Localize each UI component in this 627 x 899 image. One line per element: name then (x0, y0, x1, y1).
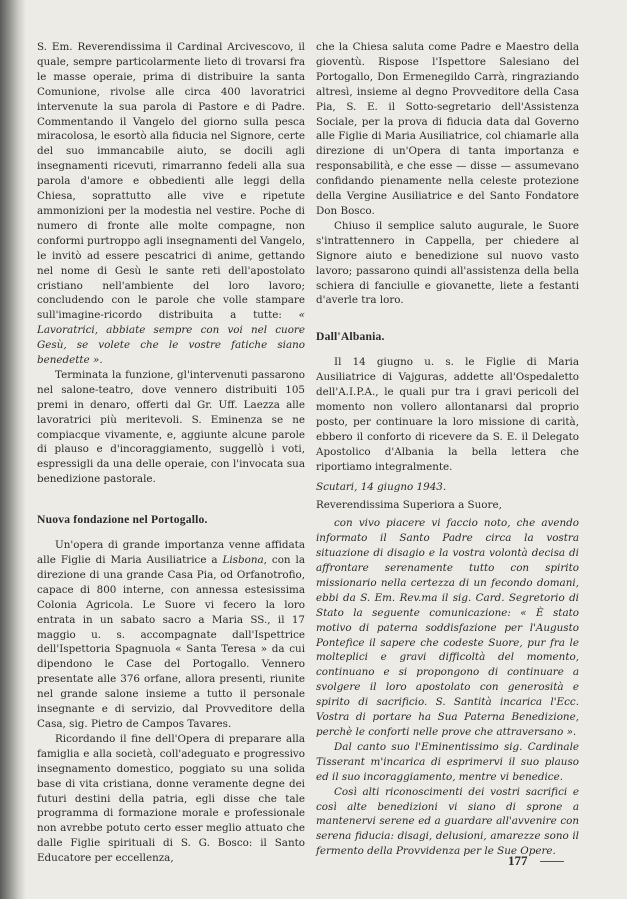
letter-paragraph-2: Dal canto suo l'Eminentissimo sig. Cardinale Tisserant m'incarica di esprimervi il suo plauso ed il suo incoraggiamento, mentre vi benedice. (316, 740, 579, 783)
paragraph-chapel: Chiuso il semplice saluto augurale, le Suore s'intrattennero in Cappella, per chiedere al Signore aiuto e benedizione sul nuovo vasto lavoro; passarono quindi all'assistenza della bella schiera di fanciulle e giovanette, liete a festanti d'averle tra loro. (316, 219, 579, 307)
page-number: 177 (508, 853, 528, 868)
paragraph-provveditore-speech: Ricordando il fine dell'Opera di preparare alla famiglia e alla società, coll'adeguato e progressivo insegnamento domestico, poggiato su una solida base di vita cristiana, donne veramente degne dei futuri destini della patria, egli disse che tale programma di formazione morale e professionale non avrebbe potuto certo esser meglio attuato che dalle Figlie spirituali di S. G. Bosco: il Santo Educatore per eccellenza, (37, 732, 305, 865)
souvenir-quote: « Lavoratrici, abbiate sempre con voi nel cuore Gesù, se volete che le vostre fatiche siano benedette ». (37, 309, 305, 367)
paragraph-ispettore-reply: che la Chiesa saluta come Padre e Maestro della gioventù. Rispose l'Ispettore Salesiano del Portogallo, Don Ermenegildo Carrà, ringraziando altresì, insieme al degno Provveditore della Casa Pia, S. E. il Sotto-segretario dell'Assistenza Sociale, per la prova di fiducia data dal Governo alle Figlie di Maria Ausiliatrice, col chiamarle alla direzione di un'Opera di tanta importanza e responsabilità, e che esse — disse — assumevano confidando pienamente nella celeste protezione della Vergine Ausiliatrice e del Santo Fondatore Don Bosco. (316, 41, 579, 217)
page-number-rule (540, 861, 564, 862)
place-name: Lisbona (222, 554, 264, 566)
paragraph-lisbon-foundation (37, 538, 305, 732)
left-column (37, 40, 305, 866)
letter-paragraph-1: con vivo piacere vi faccio noto, che avendo informato il Santo Padre circa la vostra situazione di disagio e la vostra volontà decisa di affrontare serenamente tutto con spirito missionario nella certezza di un fecondo domani, ebbi da S. Em. Rev.ma il sig. Card. Segretorio di Stato la seguente comunicazione: « È stato motivo di paterna soddisfazione per l'Augusto Pontefice il sapere che codeste Suore, pur fra le molteplici e gravi difficoltà del momento, continuano e si propongono di continuare a svolgere il loro apostolato con generosità e spirito di sacrificio. S. Santità incarica l'Ecc. Vostra di portare ha Sua Paterna Benedizione, perchè le conforti nelle prove che attraversano ». (316, 517, 579, 738)
paragraph-prize-distribution: Terminata la funzione, gl'intervenuti passarono nel salone-teatro, dove vennero distribuiti 105 premi in denaro, offerti dal Gr. Uff. Laezza alle lavoratrici più meritevoli. S. Eminenza se ne compiacque vivamente, e, aggiunte alcune parole di plauso e d'incoraggiamento, suggellò i voti, espressigli da una delle operaie, con l'invocata sua benedizione pastorale. (37, 368, 305, 486)
section-heading-albania: Dall'Albania. (316, 330, 385, 344)
right-column (316, 40, 579, 859)
section-heading-portogallo: Nuova fondazione nel Portogallo. (37, 513, 208, 527)
paragraph-text: Un'opera di grande importanza venne affidata alle Figlie di Maria Ausiliatrice a (37, 539, 305, 566)
paragraph-text: , con la direzione di una grande Casa Pia, od Orfanotrofio, capace di 800 interne, con annessa estesissima Colonia Agricola. Le Suore vi fecero la loro entrata in un sabato sacro a Maria SS., il 17 maggio u. s. accompagnate dall'Ispettrice dell'Ispettoria Spagnuola « Santa Teresa » da cui dipendono le Case del Portogallo. Vennero presentate alle 376 orfane, allora presenti, riunite nel grande salone insieme a tutto il personale insegnante e di servizio, dal Provveditore della Casa, sig. Pietro de Campos Tavares. (37, 554, 305, 730)
paragraph-text: S. Em. Reverendissima il Cardinal Arcivescovo, il quale, sempre particolarmente lieto di trovarsi fra le masse operaie, prima di distribuire la santa Comunione, rivolse alle circa 400 lavoratrici intervenute la sua parola di Pastore e di Padre. Commentando il Vangelo del giorno sulla pesca miracolosa, le esortò alla fiducia nel Signore, certe del suo immancabile aiuto, se docili agli insegnamenti ricevuti, rimarranno fedeli alla sua parola d'amore e obbedienti alle leggi della Chiesa, soprattutto alle vive e ripetute ammonizioni per la modestia nel vestire. Poche di numero di fronte alle molte compagne, non conformi purtroppo agli insegnamenti del Vangelo, le invitò ad essere pescatrici di anime, gettando nel nome di Gesù le sante reti dell'apostolato cristiano nell'ambiente del loro lavoro; concludendo con le parole che volle stampare sull'imagine-ricordo distribuita a tutte: (37, 41, 305, 322)
letter-salutation: Reverendissima Superiora a Suore, (316, 499, 502, 512)
paragraph-cardinal-address (37, 40, 305, 368)
letter-paragraph-3: Così alti riconoscimenti dei vostri sacrifici e così alte benedizioni vi siano di sprone a mantenervi serene ed a guardare all'avvenire con serena fiducia: disagi, delusioni, amarezze sono il fermento della Provvidenza per le Sue Opere. (316, 785, 579, 858)
letter-date: Scutari, 14 giugno 1943. (316, 481, 447, 494)
paragraph-vajguras: Il 14 giugno u. s. le Figlie di Maria Ausiliatrice di Vajguras, addette all'Ospedaletto dell'A.I.P.A., le quali pur tra i gravi pericoli del momento non vollero allontanarsi dal proprio posto, per continuare la loro missione di carità, ebbero il conforto di ricevere da S. E. il Delegato Apostolico d'Albania la bella lettera che riportiamo integralmente. (316, 356, 579, 473)
